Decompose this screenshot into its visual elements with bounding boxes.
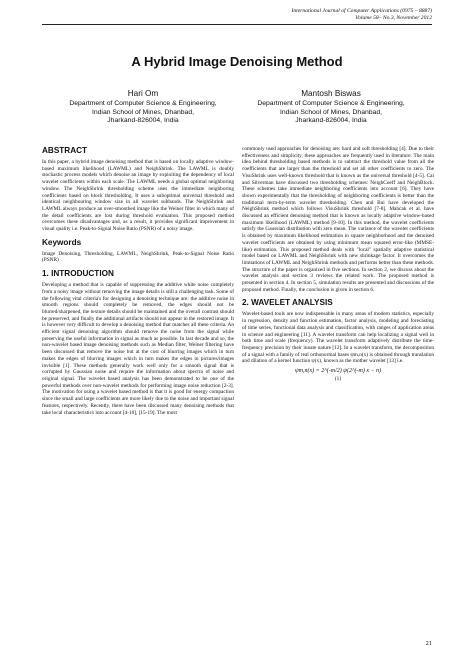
keywords-text: Image Denoising, Thresholding, LAWML, NeighShrink, Peak-to-Signal Noise Ratio (PSNR) [42,250,234,264]
journal-header [291,8,432,22]
author-inst: Indian School of Mines, Dhanbad, [279,108,383,116]
author-loc: Jharkand-826004, India [295,117,367,125]
author-name: Mantosh Biswas [301,89,361,98]
right-column [242,146,434,385]
author-inst: Indian School of Mines, Dhanbad, [91,108,195,116]
wavelet-heading: 2. WAVELET ANALYSIS [242,298,333,308]
equation-number: (1) [334,375,342,382]
header-rule [42,24,432,25]
author-block-1 [48,90,238,126]
abstract-text: In this paper, a hybrid image denoising method that is based on locally adaptive window-based maximum likelihood (LAWML) and NeighShrink. The LAWML is doubly stochastic process models which denoise an image by exploiting the dependency of local wavelet coefficients within each scale. The LAWML needs a global optimal neighboring window. The NeighShrink thresholding scheme uses the immediate neighboring coefficients based on block thresholding. It uses a suboptimal universal threshold and identical neighbouring window size in all wavelet subbands. The NeighShrink and LAWML always produce an over-smoothed image like the Weiner filter in which many of the detail coefficients are lost during threshold evaluation. This proposed method overcomes these disadvantages and, as a result, it provides significant improvement in visual quality i.e. Peak-to-Signal Noise Ratio (PSNR) of a noisy image. [42,159,234,233]
abstract-heading: ABSTRACT [42,146,88,155]
wavelet-text: Wavelet-based tools are now indispensable in many areas of modern statistics, especially in regression, density and function estimation, factor analysis, modeling and forecasting of time series, functional data analysis and classification, with ranges of application areas in science and engineering [11]. A wavelet transform can help localizing a signal well in both time and scale (frequency). The wavelet transform adaptively distribute the time-frequency precision by their innate nature [12]. In a wavelet transform, the decomposition of a signal with a family of real orthonormal bases ψm,n(x) is obtained through translation and dilation of a kernel function ψ(x), known as the mother wavelet [13] i.e. [242,311,434,365]
author-name: Hari Om [127,89,159,98]
author-block-2 [236,90,426,126]
paper-title: A Hybrid Image Denoising Method [131,54,343,69]
author-loc: Jharkand-826004, India [107,117,179,125]
author-dept: Department of Computer Science & Engineering, [257,100,405,108]
right-column-text: commonly used approaches for denoising are: hard and soft thresholding [4]. Due to their effectiveness and simplicity, these approaches are frequently used in literature. The main idea behind thresholding based methods is to subtract the threshold value from all the coefficients that are larger than the threshold and set all other coefficients to zero. The VisuShrink uses well-known threshold that is known as the universal threshold [4-5]. Cai and Silverman have discussed two thresholding schemes: NeighCoeff and NeighBlock. These schemes take immediate neighboring coefficients into account [6]. They have shown experimentally that the thresholding of neighboring coefficients is better than the traditional term-by-term wavelet thresholding. Chen and Bui have developed the NeighShrink method which follows VisuShrink threshold [7-8]. Mahcak et al. have discussed an efficient denoising method that is known as locally adaptive window-based maximum likelihood (LAWML) method [9-10]. In this method, the wavelet coefficients satisfy the Gaussian distribution with zero mean. The variance of the wavelet coefficients is obtained by maximum likelihood estimation in square neighborhood and the denoised wavelet coefficients are obtained by using minimum mean squared error-like (MMSE-like) estimation. This proposed method deals with "local" spatially adaptive statistical model based on LAWML and NeighShrink with new shrinkage factor. It overcomes the limitations of LAWML and NeighShrink methods and performs better than these methods. The structure of the paper is organized in five sections. In section 2, we discuss about the wavelet analysis and section 3 reviews the related work. The proposed method is presented in section 4. In section 5, simulation results are presented and discussions of the proposed method. Finally, the conclusion is given in section 6. [242,146,434,293]
introduction-heading: 1. INTRODUCTION [42,269,114,279]
journal-volume: Volume 58– No.3, November 2012 [355,15,432,21]
author-dept: Department of Computer Science & Engineering, [69,100,217,108]
journal-name: International Journal of Computer Applications (0975 – 8887) [291,8,432,14]
introduction-text: Developing a method that is capable of suppressing the additive white noise completely from a noisy image without removing the image details is still a challenging task. Some of the following vital criteria's for designing a denoising technique are: the additive noise in smooth regions should completely be removed, the edges should not be blurred/sharpened, the texture details should be maintained and the overall contrast should be preserved, and finally the additional artifacts should not appear in the restored image. It is however very difficult to develop a denoising method that matches all these criteria. An efficient signal denoising algorithm should remove the noise from the signal while preserving the useful information in signal as much as possible. In last decade and so, the non-wavelet based image denoising methods such as Median filter, Weiner filtering have been discussed that remove the noise but at the cost of blurring images which in turn makes the edges of blurring images which in turn makes the edges in pictures/images invisible [1]. These methods generally work well only for a smooth signal that is corrupted by Gaussian noise and require the information about spectra of noise and original signal. The wavelet based analysis has been demonstrated to be one of the powerful methods over non-wavelet methods for performing image noise reduction [2-3]. The motivation for using a wavelet based method is that it is good for energy compaction since the small and large coefficients are more likely due to the noise and important signal features, respectively. Recently, there have been discussed many denoising methods that take local characteristics into account [4-10], [15-19]. The most [42,282,234,416]
equation: ψm,n(x) = 2^(-m/2) ψ(2^(-m) x − n) [294,368,382,375]
keywords-heading: Keywords [42,237,82,247]
page-number: 21 [425,640,432,647]
left-column [42,146,234,416]
